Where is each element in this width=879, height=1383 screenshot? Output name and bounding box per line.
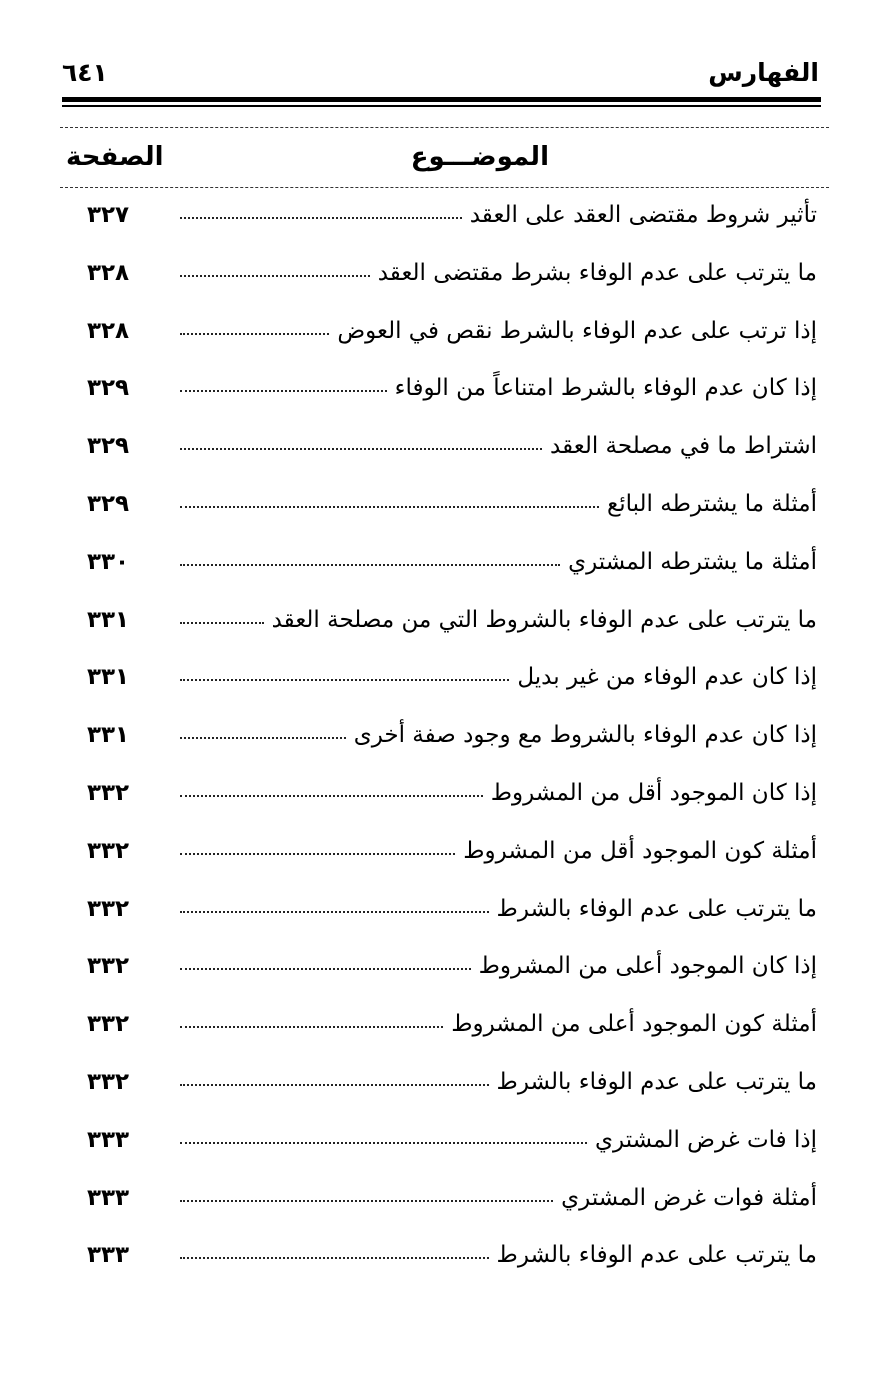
toc-entry-page: ٣٣١	[86, 664, 130, 691]
toc-entry-title: ما يترتب على عدم الوفاء بالشرط	[496, 1068, 817, 1095]
toc-entry	[0, 485, 879, 543]
toc-entry-line	[180, 260, 817, 286]
toc-entry-line	[180, 1011, 817, 1037]
toc-entry-title: إذا كان الموجود أعلى من المشروط	[478, 953, 817, 980]
toc-entry-line	[180, 607, 817, 633]
toc-entry	[0, 716, 879, 774]
dot-leader	[180, 1026, 443, 1028]
toc-entry-page: ٣٣٣	[86, 1126, 130, 1153]
dot-leader	[180, 1142, 587, 1144]
toc-entry-title: أمثلة كون الموجود أقل من المشروط	[463, 837, 817, 864]
toc-entry-page: ٣٢٩	[86, 490, 130, 517]
dot-leader	[180, 911, 489, 913]
toc-entry-page: ٣٣٢	[86, 895, 130, 922]
dot-leader	[180, 795, 483, 797]
dot-leader	[180, 1200, 553, 1202]
toc-entry	[0, 774, 879, 832]
toc-entry	[0, 543, 879, 601]
toc-entry-title: أمثلة كون الموجود أعلى من المشروط	[451, 1011, 817, 1038]
toc-entry-line	[180, 549, 817, 575]
toc-entry-page: ٣٢٨	[86, 259, 130, 286]
toc-entry	[0, 1063, 879, 1121]
toc-entry-page: ٣٣٢	[86, 837, 130, 864]
toc-entry-page: ٣٣٣	[86, 1184, 130, 1211]
toc-entry-line	[180, 780, 817, 806]
dot-leader	[180, 333, 329, 335]
toc-entry-title: أمثلة ما يشترطه البائع	[606, 490, 817, 517]
toc-entry-title: تأثير شروط مقتضى العقد على العقد	[469, 202, 817, 228]
toc-entry-page: ٣٢٧	[86, 202, 130, 228]
dot-leader	[180, 853, 455, 855]
toc-entry-page: ٣٢٩	[86, 433, 130, 460]
toc-entry-line	[180, 318, 817, 344]
toc-entry-page: ٣٣١	[86, 722, 130, 749]
toc-entry-title: ما يترتب على عدم الوفاء بشرط مقتضى العقد	[377, 259, 817, 286]
running-title: الفهارس	[708, 58, 819, 87]
dot-leader	[180, 679, 509, 681]
toc-entry	[0, 1121, 879, 1179]
header-rule-thin	[62, 105, 821, 107]
toc-entry	[0, 658, 879, 716]
toc-entry-title: أمثلة ما يشترطه المشتري	[568, 548, 817, 575]
toc-entry-page: ٣٣٢	[86, 779, 130, 806]
toc-entry-title: اشتراط ما في مصلحة العقد	[550, 433, 817, 460]
toc-entry	[0, 254, 879, 312]
toc-entry	[0, 601, 879, 659]
toc-entry-page: ٣٣٢	[86, 953, 130, 980]
dot-leader	[180, 622, 264, 624]
toc-entry-title: ما يترتب على عدم الوفاء بالشرط	[496, 895, 817, 922]
dot-leader	[180, 506, 599, 508]
toc-entry	[0, 1236, 879, 1294]
column-header-page: الصفحة	[66, 142, 164, 172]
toc-entry-line	[180, 664, 817, 690]
toc-entry-page: ٣٣٣	[86, 1242, 130, 1269]
dot-leader	[180, 1257, 489, 1259]
header-rule-thick	[62, 97, 821, 102]
toc-entry-title: ما يترتب على عدم الوفاء بالشروط التي من مصلحة العقد	[271, 606, 817, 633]
toc-entry-line	[180, 202, 817, 228]
toc-entry-line	[180, 896, 817, 922]
toc-entry-line	[180, 375, 817, 401]
toc-entry	[0, 832, 879, 890]
toc-entry-page: ٣٣٢	[86, 1068, 130, 1095]
toc-entry-page: ٣٣٠	[86, 548, 130, 575]
dashed-rule-top	[60, 127, 829, 128]
toc-entry-title: إذا كان الموجود أقل من المشروط	[490, 779, 817, 806]
toc-entry-line	[180, 1069, 817, 1095]
dot-leader	[180, 448, 542, 450]
toc-entry	[0, 369, 879, 427]
toc-entry-line	[180, 433, 817, 459]
toc-entry-title: إذا كان عدم الوفاء بالشرط امتناعاً من الوفاء	[394, 375, 817, 402]
toc-entry-line	[180, 953, 817, 979]
toc-entry-line	[180, 722, 817, 748]
column-header-topic: الموضـــوع	[410, 142, 549, 172]
dashed-rule-bottom	[60, 187, 829, 188]
running-header	[62, 58, 819, 94]
toc-entry	[0, 1005, 879, 1063]
dot-leader	[180, 217, 462, 219]
toc-entry-title: إذا فات غرض المشتري	[595, 1126, 817, 1153]
toc-entry-page: ٣٢٨	[86, 317, 130, 344]
dot-leader	[180, 275, 370, 277]
toc-entry	[0, 196, 879, 254]
dot-leader	[180, 737, 346, 739]
toc-entry-line	[180, 1127, 817, 1153]
dot-leader	[180, 564, 560, 566]
toc-entry-page: ٣٢٩	[86, 375, 130, 402]
toc-entry-line	[180, 1242, 817, 1268]
toc-entry	[0, 312, 879, 370]
toc-entry-title: أمثلة فوات غرض المشتري	[561, 1184, 817, 1211]
toc-entry-title: إذا كان عدم الوفاء بالشروط مع وجود صفة أخرى	[353, 722, 817, 749]
toc-entry-line	[180, 838, 817, 864]
toc-entry	[0, 1179, 879, 1237]
dot-leader	[180, 1084, 489, 1086]
toc-entry-page: ٣٣٢	[86, 1011, 130, 1038]
toc-entry	[0, 427, 879, 485]
toc-entry	[0, 947, 879, 1005]
toc-entry	[0, 890, 879, 948]
dot-leader	[180, 968, 471, 970]
toc-entry-line	[180, 491, 817, 517]
toc-entry-page: ٣٣١	[86, 606, 130, 633]
toc-entry-title: إذا كان عدم الوفاء من غير بديل	[517, 664, 817, 691]
toc-list	[0, 196, 879, 1294]
page-number: ٦٤١	[62, 58, 108, 87]
toc-entry-line	[180, 1185, 817, 1211]
toc-entry-title: ما يترتب على عدم الوفاء بالشرط	[496, 1242, 817, 1269]
toc-entry-title: إذا ترتب على عدم الوفاء بالشرط نقص في العوض	[337, 317, 817, 344]
dot-leader	[180, 390, 387, 392]
